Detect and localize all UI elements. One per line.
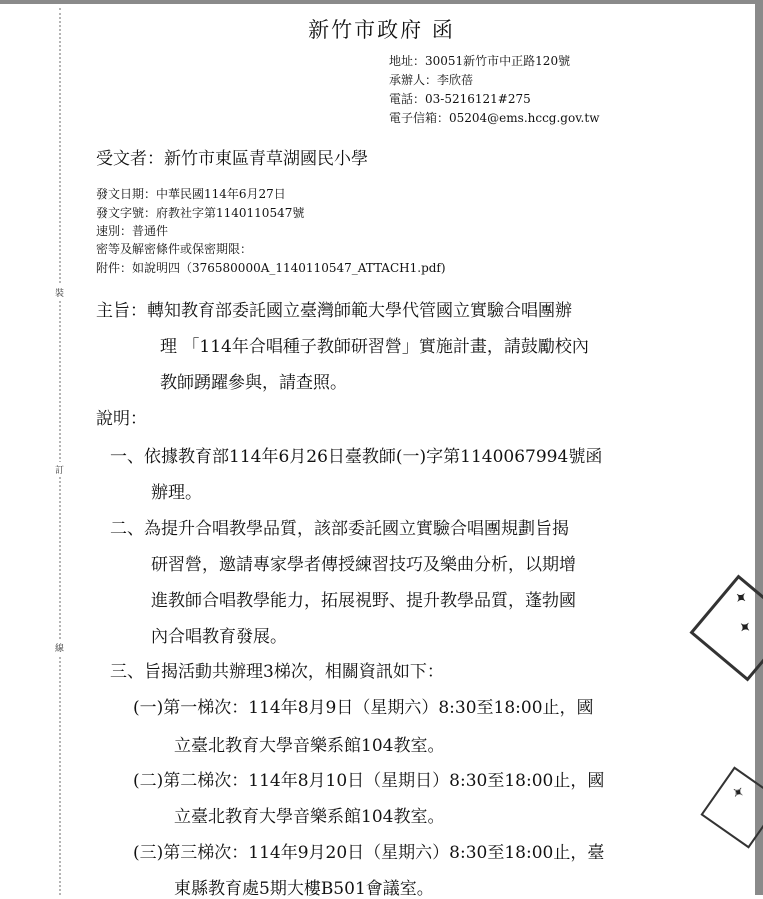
contact-phone: 電話：03-5216121#275 xyxy=(389,92,531,106)
seal-stamp-small: ✦ xyxy=(700,766,763,848)
item-2-line-4: 內合唱教育發展。 xyxy=(151,627,287,647)
item-2-line-3: 進教師合唱教學能力，拓展視野、提升教學品質，蓬勃國 xyxy=(151,591,576,611)
subject-line-3: 教師踴躍參與，請查照。 xyxy=(160,373,347,393)
item-3-line-1: 三、旨揭活動共辦理3梯次，相關資訊如下： xyxy=(110,662,444,682)
window-top-border xyxy=(0,0,763,4)
attachment: 附件：如說明四（376580000A_1140110547_ATTACH1.pdf) xyxy=(96,261,446,275)
session-1-line-1: (一)第一梯次：114年8月9日（星期六）8:30至18:00止，國 xyxy=(133,698,594,718)
window-right-border xyxy=(755,0,763,895)
session-1-line-2: 立臺北教育大學音樂系館104教室。 xyxy=(174,736,445,756)
item-2-line-1: 二、為提升合唱教學品質，該部委託國立實驗合唱團規劃旨揭 xyxy=(110,519,569,539)
binding-margin-line xyxy=(59,8,61,895)
subject-line-1: 主旨：轉知教育部委託國立臺灣師範大學代管國立實驗合唱團辦 xyxy=(96,301,572,321)
item-2-line-2: 研習營，邀請專家學者傳授練習技巧及樂曲分析，以期增 xyxy=(151,555,576,575)
margin-mark-zhuang: 裝 xyxy=(55,285,64,300)
recipient: 受文者：新竹市東區青草湖國民小學 xyxy=(96,149,368,169)
seal-stamp: ✦ ✦ xyxy=(689,574,763,681)
session-3-line-2: 東縣教育處5期大樓B501會議室。 xyxy=(174,879,434,899)
contact-handler: 承辦人：李欣蓓 xyxy=(389,73,474,87)
document-number: 發文字號：府教社字第1140110547號 xyxy=(96,206,305,220)
session-2-line-2: 立臺北教育大學音樂系館104教室。 xyxy=(174,807,445,827)
delivery-speed: 速別：普通件 xyxy=(96,224,169,238)
item-1-line-1: 一、依據教育部114年6月26日臺教師(一)字第1140067994號函 xyxy=(110,447,603,467)
margin-mark-xian: 線 xyxy=(55,640,64,655)
item-1-line-2: 辦理。 xyxy=(151,483,202,503)
subject-line-2: 理 「114年合唱種子教師研習營」實施計畫，請鼓勵校內 xyxy=(160,337,589,357)
secrecy-level: 密等及解密條件或保密期限： xyxy=(96,242,253,256)
margin-mark-ding: 訂 xyxy=(55,462,64,477)
document-title: 新竹市政府 函 xyxy=(308,18,455,42)
session-3-line-1: (三)第三梯次：114年9月20日（星期六）8:30至18:00止，臺 xyxy=(133,843,605,863)
issue-date: 發文日期：中華民國114年6月27日 xyxy=(96,187,286,201)
session-2-line-1: (二)第二梯次：114年8月10日（星期日）8:30至18:00止，國 xyxy=(133,771,605,791)
contact-email: 電子信箱：05204@ems.hccg.gov.tw xyxy=(389,111,600,125)
contact-address: 地址：30051新竹市中正路120號 xyxy=(389,54,571,68)
explanation-label: 說明： xyxy=(96,409,147,429)
